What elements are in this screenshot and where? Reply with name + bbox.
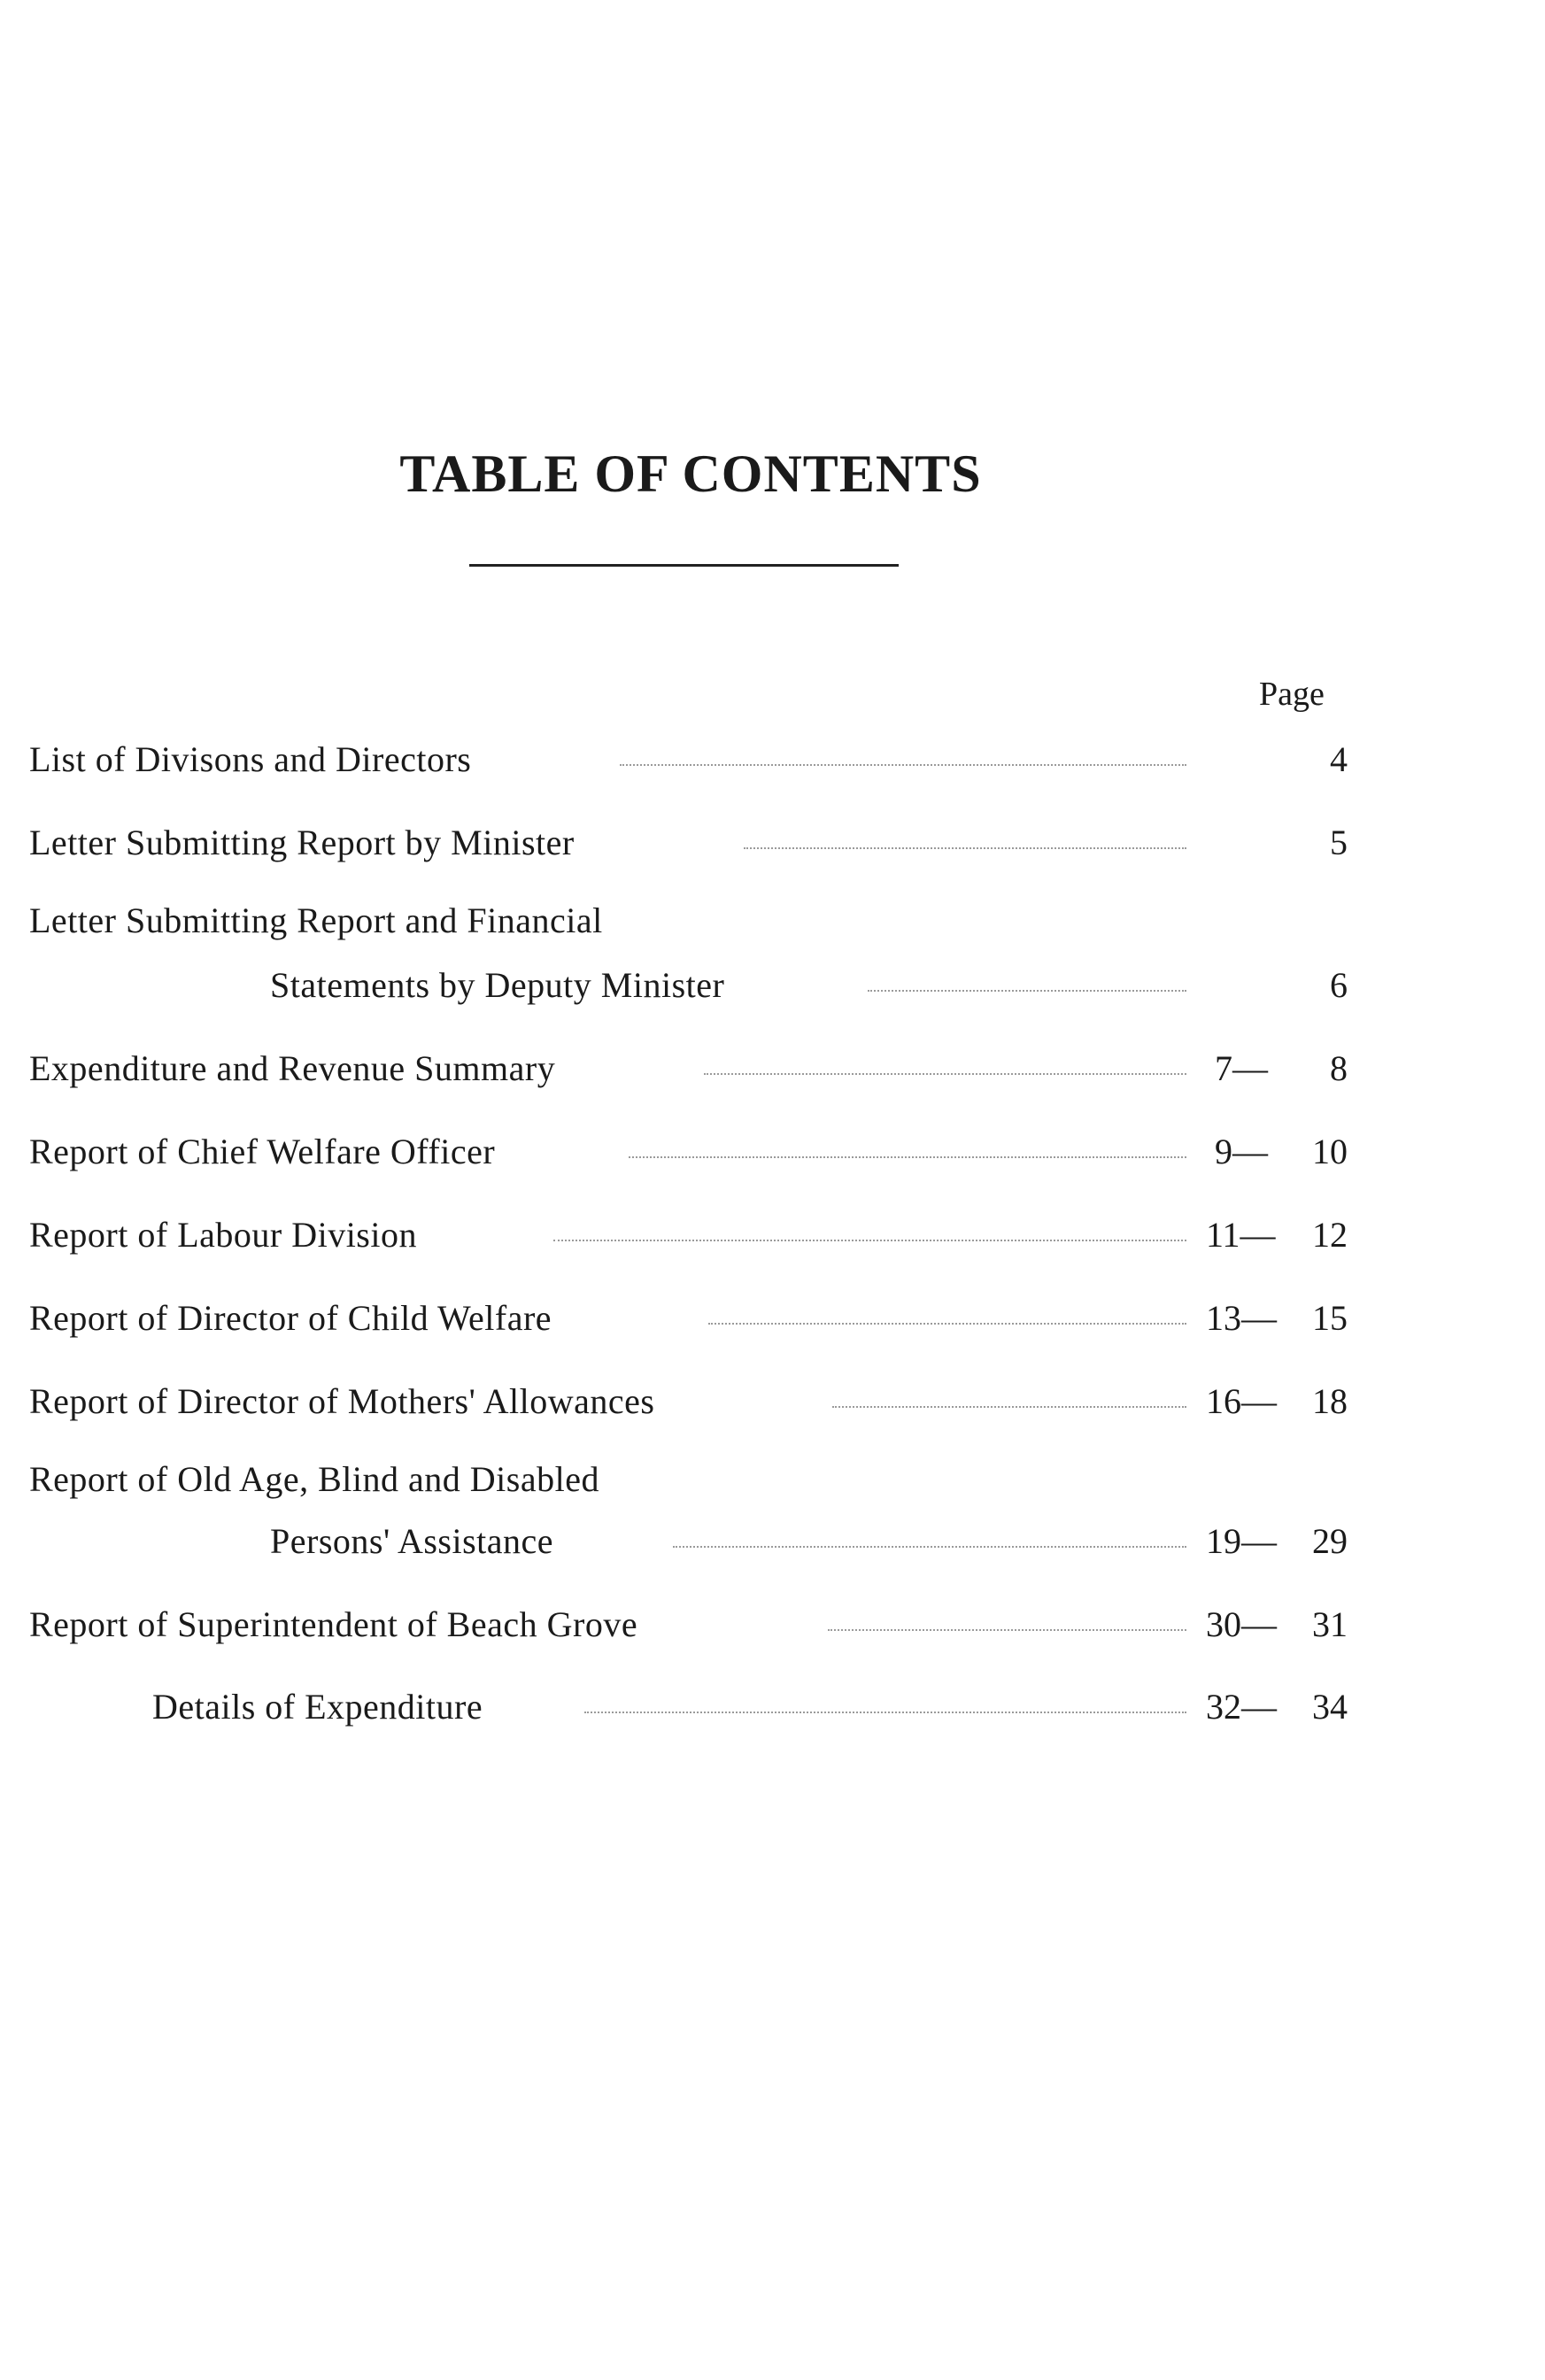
toc-entry-page-end: 18 [1312,1381,1348,1421]
dot-leader [629,1156,1186,1158]
toc-entry-line-1 [0,899,1545,943]
dot-leader [704,1073,1186,1075]
toc-entry-title: Details of Expenditure [152,1685,495,1729]
toc-entry-title: Report of Director of Child Welfare [29,1296,564,1341]
toc-entry-page-start: 13— [1206,1298,1277,1338]
toc-entry-page-start: 7— [1215,1048,1268,1088]
page-column-header: Page [1259,676,1325,713]
toc-entry-page-end: 31 [1312,1604,1348,1644]
dot-leader [744,847,1186,849]
toc-entry-page-end: 12 [1312,1215,1348,1255]
toc-entry-line-2 [0,963,1545,1008]
toc-entry-title: List of Divisons and Directors [29,738,483,782]
dot-leader [832,1406,1186,1408]
toc-entry-page-end: 10 [1312,1132,1348,1171]
toc-entry-title: Report of Old Age, Blind and Disabled [29,1457,599,1502]
toc-entry [0,1047,1545,1091]
toc-entry [0,738,1545,782]
toc-entry-page-start: 19— [1206,1521,1277,1561]
dot-leader [708,1323,1186,1325]
toc-entry-page-end: 15 [1312,1298,1348,1338]
toc-entry [0,1130,1545,1174]
toc-entry-page: 5 [1330,823,1348,862]
title-underline [469,564,899,567]
toc-entry-page-start: 32— [1206,1687,1277,1727]
toc-entry-title: Letter Submitting Report and Financial [29,899,603,943]
toc-entry [0,821,1545,865]
toc-entry-page-start: 9— [1215,1132,1268,1171]
toc-entry-page-start: 16— [1206,1381,1277,1421]
dot-leader [584,1712,1186,1713]
toc-entry-page-end: 8 [1330,1048,1348,1088]
toc-entry [0,1379,1545,1424]
toc-entry-page-start: 11— [1206,1215,1276,1255]
page-title: TABLE OF CONTENTS [399,444,982,503]
toc-entry-title: Report of Labour Division [29,1213,429,1257]
dot-leader [553,1240,1186,1241]
toc-entry [0,1213,1545,1257]
toc-entry [0,1603,1545,1647]
toc-entry [0,1685,1545,1729]
toc-entry-title: Report of Superintendent of Beach Grove [29,1603,650,1647]
toc-entry [0,1296,1545,1341]
dot-leader [868,990,1186,992]
toc-entry-line-2 [0,1519,1545,1564]
toc-entry-page: 6 [1330,965,1348,1005]
toc-entry-title-continued: Statements by Deputy Minister [270,963,737,1008]
dot-leader [828,1629,1186,1631]
toc-entry-title: Expenditure and Revenue Summary [29,1047,568,1091]
toc-entry-page-start: 30— [1206,1604,1277,1644]
toc-entry-title: Report of Chief Welfare Officer [29,1130,507,1174]
toc-entry-page: 4 [1330,739,1348,779]
toc-entry-line-1 [0,1457,1545,1502]
toc-entry-page-end: 34 [1312,1687,1348,1727]
dot-leader [620,764,1186,766]
toc-entry-title: Report of Director of Mothers' Allowances [29,1379,667,1424]
toc-entry-page-end: 29 [1312,1521,1348,1561]
toc-entry-title: Letter Submitting Report by Minister [29,821,587,865]
toc-entry-title-continued: Persons' Assistance [270,1519,566,1564]
dot-leader [673,1546,1186,1548]
